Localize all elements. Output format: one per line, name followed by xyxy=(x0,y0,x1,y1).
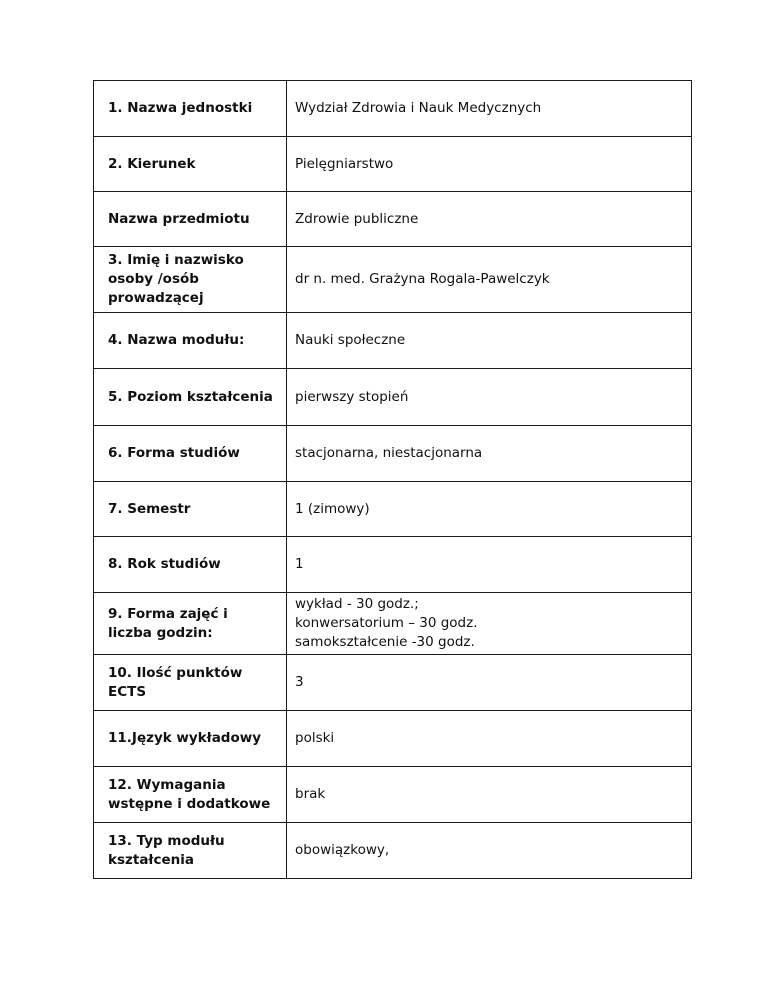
row-value: wykład - 30 godz.; konwersatorium – 30 godz. samokształcenie -30 godz. xyxy=(287,593,692,655)
table-row xyxy=(94,247,692,313)
row-value: pierwszy stopień xyxy=(287,369,692,426)
row-value: Pielęgniarstwo xyxy=(287,137,692,192)
row-label: 4. Nazwa modułu: xyxy=(94,313,287,369)
row-value: stacjonarna, niestacjonarna xyxy=(287,426,692,482)
row-label: 10. Ilość punktów ECTS xyxy=(94,655,287,711)
row-label: 9. Forma zajęć i liczba godzin: xyxy=(94,593,287,655)
table-row xyxy=(94,369,692,426)
row-value: 3 xyxy=(287,655,692,711)
row-value: 1 (zimowy) xyxy=(287,482,692,537)
table-row xyxy=(94,593,692,655)
table-row xyxy=(94,81,692,137)
row-value: obowiązkowy, xyxy=(287,823,692,879)
row-value: 1 xyxy=(287,537,692,593)
row-label: 13. Typ modułu kształcenia xyxy=(94,823,287,879)
row-label: 12. Wymagania wstępne i dodatkowe xyxy=(94,767,287,823)
table-row xyxy=(94,823,692,879)
table-row xyxy=(94,192,692,247)
course-info-table xyxy=(93,80,692,879)
row-value: polski xyxy=(287,711,692,767)
row-label: Nazwa przedmiotu xyxy=(94,192,287,247)
row-value: Wydział Zdrowia i Nauk Medycznych xyxy=(287,81,692,137)
row-label: 5. Poziom kształcenia xyxy=(94,369,287,426)
table-row xyxy=(94,767,692,823)
row-label: 1. Nazwa jednostki xyxy=(94,81,287,137)
table-row xyxy=(94,482,692,537)
table-row xyxy=(94,426,692,482)
row-label: 2. Kierunek xyxy=(94,137,287,192)
row-value: dr n. med. Grażyna Rogala-Pawelczyk xyxy=(287,247,692,313)
row-label: 7. Semestr xyxy=(94,482,287,537)
row-value: Nauki społeczne xyxy=(287,313,692,369)
row-label: 6. Forma studiów xyxy=(94,426,287,482)
row-label: 11.Język wykładowy xyxy=(94,711,287,767)
row-label: 8. Rok studiów xyxy=(94,537,287,593)
table-row xyxy=(94,537,692,593)
table-row xyxy=(94,313,692,369)
row-label: 3. Imię i nazwisko osoby /osób prowadzącej xyxy=(94,247,287,313)
row-value: Zdrowie publiczne xyxy=(287,192,692,247)
table-row xyxy=(94,655,692,711)
table-row xyxy=(94,711,692,767)
table-row xyxy=(94,137,692,192)
row-value: brak xyxy=(287,767,692,823)
